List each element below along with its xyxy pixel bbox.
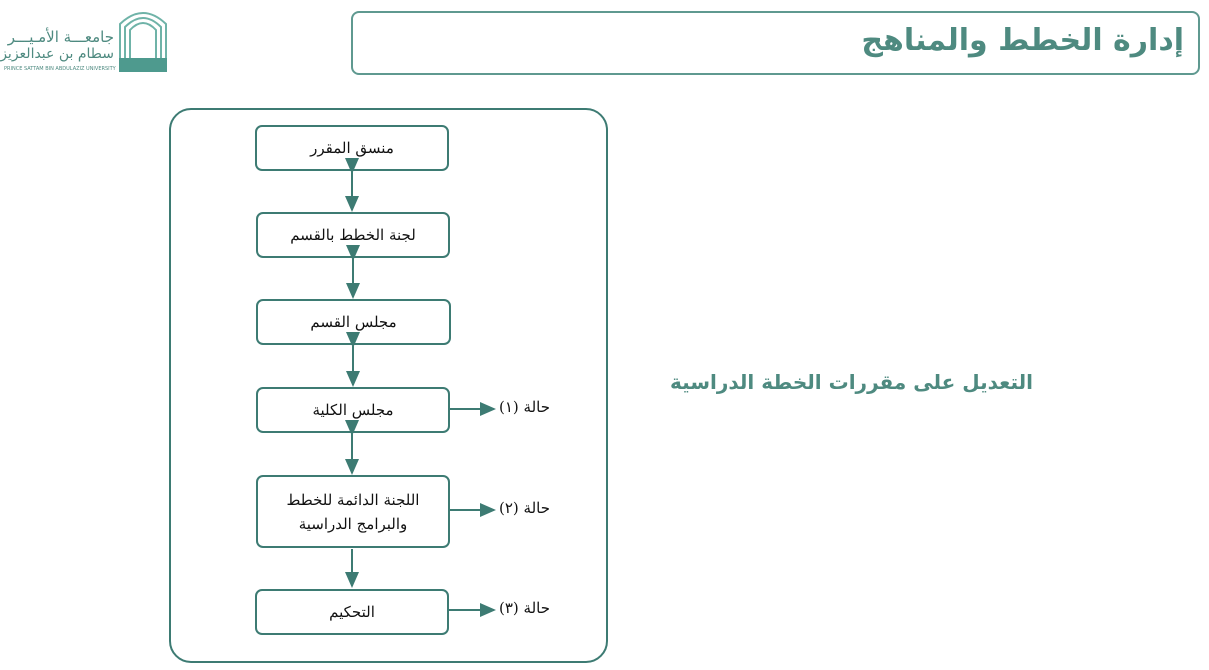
page-title: إدارة الخطط والمناهج [861,23,1184,58]
step-course-coordinator: منسق المقرر [255,125,449,171]
logo-text-ar1: جامعـــة الأمـيـــر [7,28,114,46]
step-arbitration: التحكيم [255,589,449,635]
section-subtitle: التعديل على مقررات الخطة الدراسية [670,370,1033,394]
step-permanent-committee: اللجنة الدائمة للخطط والبرامج الدراسية [256,475,450,548]
step-college-council: مجلس الكلية [256,387,450,433]
step-department-council: مجلس القسم [256,299,451,345]
case-3-label: حالة (٣) [499,599,550,617]
logo-text-en: PRINCE SATTAM BIN ABDULAZIZ UNIVERSITY [4,66,116,72]
step-department-plans-committee: لجنة الخطط بالقسم [256,212,450,258]
case-1-label: حالة (١) [499,398,550,416]
case-2-label: حالة (٢) [499,499,550,517]
logo-text-ar2: سطام بن عبدالعزيز [0,46,114,62]
